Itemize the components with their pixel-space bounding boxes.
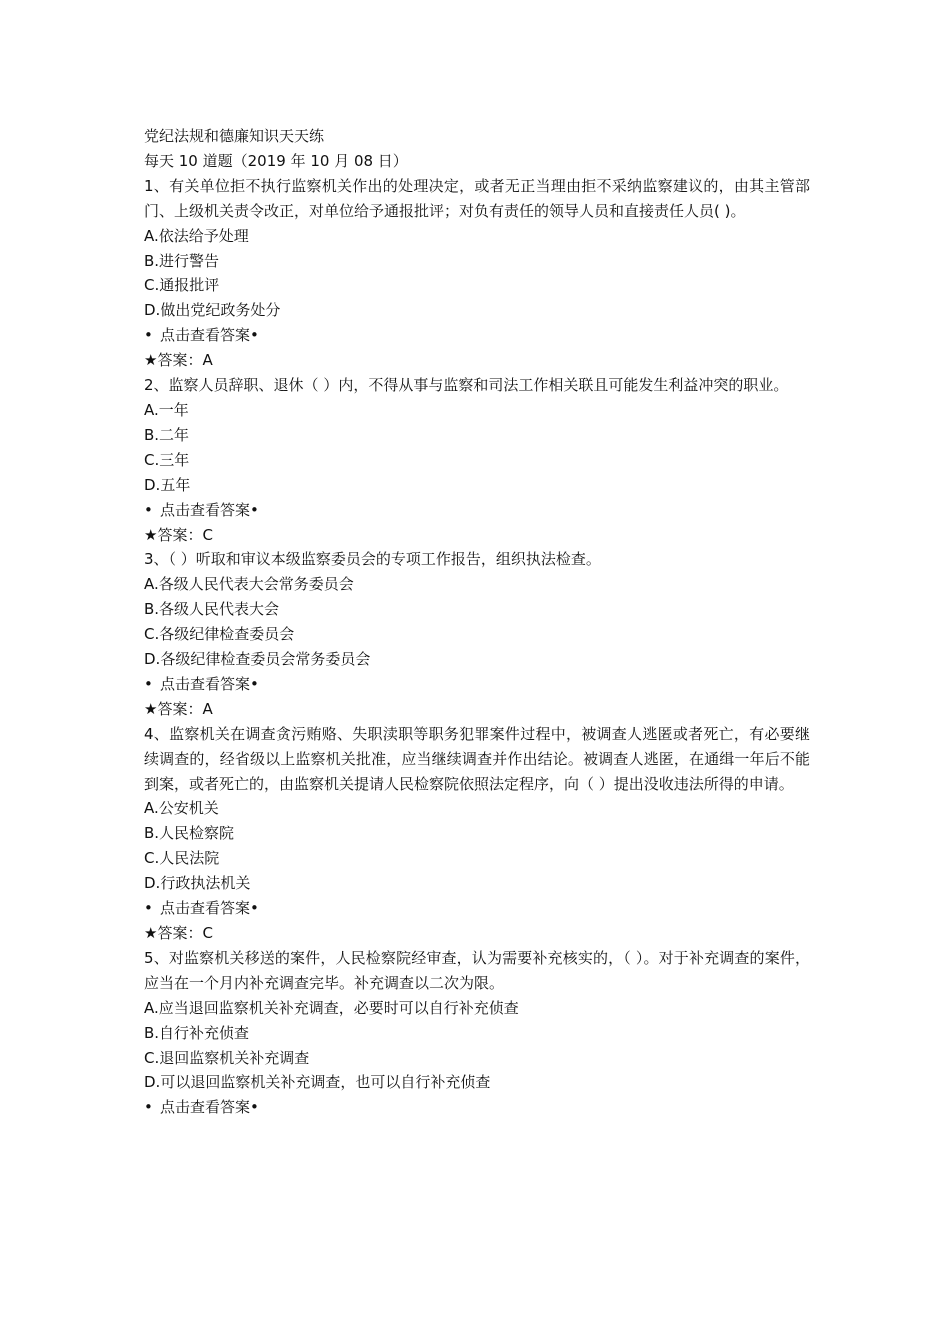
document-page — [144, 124, 810, 1120]
bullet-icon: • — [144, 1098, 153, 1117]
question-text: 4、监察机关在调查贪污贿赂、失职渎职等职务犯罪案件过程中，被调查人逃匿或者死亡，有必要继续调查的，经省级以上监察机关批准，应当继续调查并作出结论。被调查人逃匿，在通缉一年后不能到案，或者死亡的，由监察机关提请人民检察院依照法定程序，向（ ）提出没收违法所得的申请。 — [144, 724, 810, 793]
option-b: B.人民检察院 — [144, 824, 235, 843]
option-c: C.三年 — [144, 450, 190, 469]
question-block — [144, 373, 810, 547]
question-block — [144, 722, 810, 946]
bullet-icon: • — [250, 326, 259, 345]
show-answer-label: 点击查看答案 — [160, 674, 251, 693]
bullet-icon: • — [144, 326, 153, 345]
option-c: C.各级纪律检查委员会 — [144, 625, 295, 644]
bullet-icon: • — [144, 674, 153, 693]
question-block — [144, 174, 810, 373]
bullet-icon: • — [144, 899, 153, 918]
show-answer-label: 点击查看答案 — [160, 500, 251, 519]
bullet-icon: • — [144, 500, 153, 519]
show-answer-link[interactable] — [144, 896, 810, 921]
option-c: C.退回监察机关补充调查 — [144, 1048, 310, 1067]
option-b: B.二年 — [144, 425, 190, 444]
question-block — [144, 946, 810, 1120]
bullet-icon: • — [250, 674, 259, 693]
option-a: A.各级人民代表大会常务委员会 — [144, 575, 354, 594]
document-subtitle: 每天 10 道题（2019 年 10 月 08 日） — [144, 151, 408, 170]
option-d: D.五年 — [144, 475, 191, 494]
show-answer-label: 点击查看答案 — [160, 899, 251, 918]
show-answer-label: 点击查看答案 — [160, 326, 251, 345]
star-icon: ★ — [144, 699, 158, 718]
star-icon: ★ — [144, 351, 158, 370]
show-answer-link[interactable] — [144, 1095, 810, 1120]
answer-prefix: 答案： — [157, 924, 203, 942]
option-d: D.可以退回监察机关补充调查，也可以自行补充侦查 — [144, 1073, 491, 1092]
answer-value: C — [202, 525, 213, 544]
show-answer-link[interactable] — [144, 498, 810, 523]
answer-line — [144, 523, 810, 548]
option-d: D.做出党纪政务处分 — [144, 301, 281, 320]
answer-line — [144, 697, 810, 722]
question-text: 1、有关单位拒不执行监察机关作出的处理决定，或者无正当理由拒不采纳监察建议的，由其主管部门、上级机关责令改正，对单位给予通报批评；对负有责任的领导人员和直接责任人员( )。 — [144, 176, 810, 220]
question-text: 3、（ ）听取和审议本级监察委员会的专项工作报告，组织执法检查。 — [144, 550, 601, 569]
show-answer-label: 点击查看答案 — [160, 1098, 251, 1117]
bullet-icon: • — [250, 500, 259, 519]
option-a: A.公安机关 — [144, 799, 219, 818]
star-icon: ★ — [144, 525, 158, 544]
option-a: A.依法给予处理 — [144, 226, 249, 245]
option-d: D.各级纪律检查委员会常务委员会 — [144, 650, 371, 669]
bullet-icon: • — [250, 899, 259, 918]
option-c: C.人民法院 — [144, 849, 220, 868]
option-d: D.行政执法机关 — [144, 874, 251, 893]
answer-value: A — [202, 699, 213, 718]
bullet-icon: • — [250, 1098, 259, 1117]
question-block — [144, 547, 810, 721]
question-text: 5、对监察机关移送的案件，人民检察院经审查，认为需要补充核实的，（ ）。对于补充调查的案件，应当在一个月内补充调查完毕。补充调查以二次为限。 — [144, 948, 810, 992]
show-answer-link[interactable] — [144, 323, 810, 348]
answer-line — [144, 348, 810, 373]
option-b: B.进行警告 — [144, 251, 220, 270]
answer-line — [144, 921, 810, 946]
answer-value: A — [202, 351, 213, 370]
answer-prefix: 答案： — [157, 351, 203, 370]
option-a: A.应当退回监察机关补充调查，必要时可以自行补充侦查 — [144, 998, 519, 1017]
star-icon: ★ — [144, 924, 158, 942]
option-b: B.各级人民代表大会 — [144, 600, 280, 619]
option-b: B.自行补充侦查 — [144, 1023, 250, 1042]
answer-prefix: 答案： — [157, 525, 203, 544]
option-a: A.一年 — [144, 400, 189, 419]
question-text: 2、监察人员辞职、退休（ ）内，不得从事与监察和司法工作相关联且可能发生利益冲突的职业。 — [144, 376, 789, 395]
option-c: C.通报批评 — [144, 276, 220, 295]
answer-value: C — [202, 924, 213, 942]
answer-prefix: 答案： — [157, 699, 203, 718]
document-title: 党纪法规和德廉知识天天练 — [144, 127, 325, 145]
show-answer-link[interactable] — [144, 672, 810, 697]
